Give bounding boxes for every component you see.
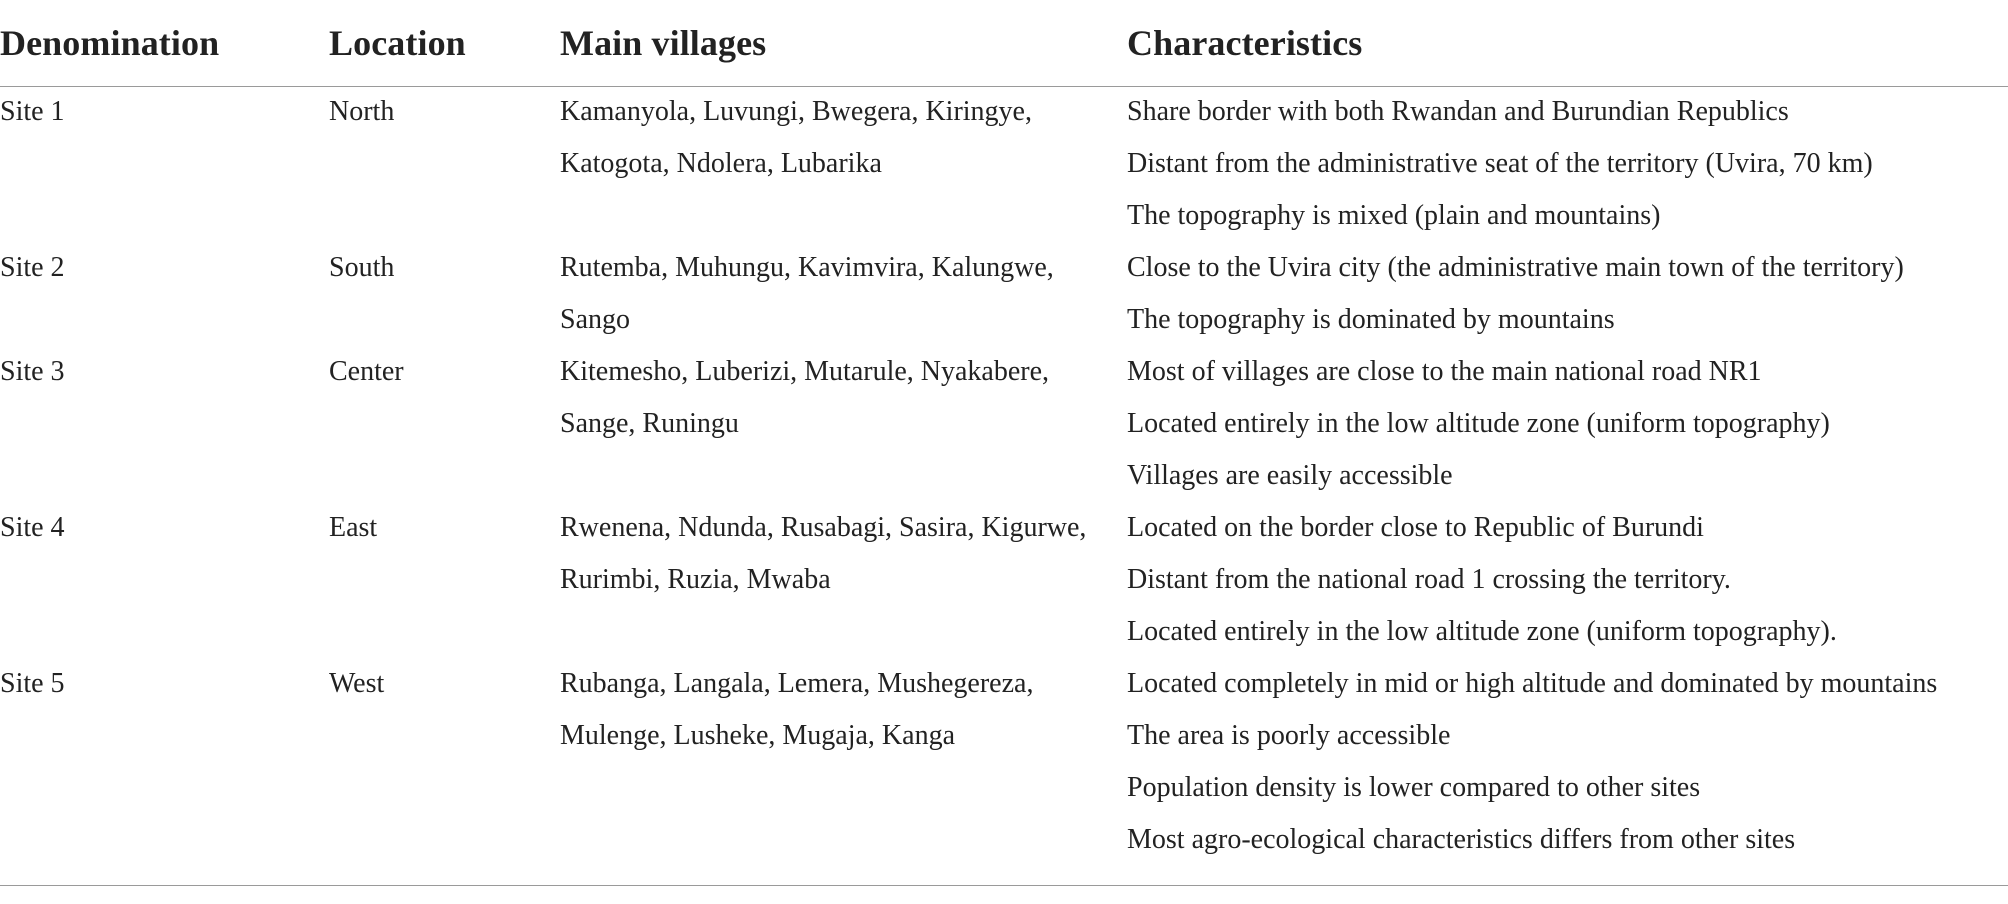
villages-line: Sango bbox=[560, 304, 630, 335]
cell-denomination: Site 3 bbox=[0, 356, 65, 387]
villages-line: Rubanga, Langala, Lemera, Mushegereza, bbox=[560, 668, 1034, 699]
villages-line: Rurimbi, Ruzia, Mwaba bbox=[560, 564, 831, 595]
table-row bbox=[0, 502, 2008, 658]
cell-denomination: Site 1 bbox=[0, 96, 65, 127]
table-header-row bbox=[0, 0, 2008, 87]
characteristic-line: Located entirely in the low altitude zone (uniform topography) bbox=[1127, 408, 1830, 439]
header-denomination: Denomination bbox=[0, 23, 220, 63]
characteristic-line: Distant from the national road 1 crossing the territory. bbox=[1127, 564, 1731, 595]
table-row bbox=[0, 86, 2008, 242]
cell-location: East bbox=[329, 512, 378, 543]
cell-main-villages bbox=[560, 502, 1086, 606]
cell-characteristics bbox=[1127, 658, 1937, 866]
characteristic-line: Villages are easily accessible bbox=[1127, 460, 1453, 491]
cell-denomination: Site 2 bbox=[0, 252, 65, 283]
villages-line: Rwenena, Ndunda, Rusabagi, Sasira, Kigurwe, bbox=[560, 512, 1087, 543]
characteristic-line: Located entirely in the low altitude zone (uniform topography). bbox=[1127, 616, 1837, 647]
characteristic-line: Most agro-ecological characteristics differs from other sites bbox=[1127, 824, 1796, 855]
header-main-villages: Main villages bbox=[560, 23, 767, 63]
table-row bbox=[0, 242, 2008, 346]
villages-line: Mulenge, Lusheke, Mugaja, Kanga bbox=[560, 720, 955, 751]
cell-location: South bbox=[329, 252, 395, 283]
header-characteristics: Characteristics bbox=[1127, 23, 1363, 63]
cell-characteristics bbox=[1127, 346, 1830, 502]
characteristic-line: Located on the border close to Republic of Burundi bbox=[1127, 512, 1704, 543]
cell-characteristics bbox=[1127, 86, 1873, 242]
characteristic-line: The area is poorly accessible bbox=[1127, 720, 1451, 751]
cell-main-villages bbox=[560, 346, 1049, 450]
characteristic-line: The topography is dominated by mountains bbox=[1127, 304, 1615, 335]
cell-main-villages bbox=[560, 658, 1033, 762]
villages-line: Kitemesho, Luberizi, Mutarule, Nyakabere, bbox=[560, 356, 1050, 387]
table-row bbox=[0, 346, 2008, 502]
villages-line: Kamanyola, Luvungi, Bwegera, Kiringye, bbox=[560, 96, 1032, 127]
characteristic-line: Population density is lower compared to other sites bbox=[1127, 772, 1701, 803]
cell-main-villages bbox=[560, 86, 1032, 190]
cell-location: Center bbox=[329, 356, 404, 387]
characteristic-line: Distant from the administrative seat of the territory (Uvira, 70 km) bbox=[1127, 148, 1873, 179]
cell-characteristics bbox=[1127, 502, 1837, 658]
cell-denomination: Site 4 bbox=[0, 512, 65, 543]
table-row bbox=[0, 658, 2008, 866]
villages-line: Sange, Runingu bbox=[560, 408, 739, 439]
villages-line: Katogota, Ndolera, Lubarika bbox=[560, 148, 882, 179]
characteristic-line: Share border with both Rwandan and Burundian Republics bbox=[1127, 96, 1789, 127]
characteristic-line: Most of villages are close to the main national road NR1 bbox=[1127, 356, 1762, 387]
cell-location: North bbox=[329, 96, 395, 127]
table-bottom-rule bbox=[0, 885, 2008, 886]
characteristic-line: Close to the Uvira city (the administrative main town of the territory) bbox=[1127, 252, 1904, 283]
characteristic-line: The topography is mixed (plain and mountains) bbox=[1127, 200, 1661, 231]
villages-line: Rutemba, Muhungu, Kavimvira, Kalungwe, bbox=[560, 252, 1054, 283]
header-location: Location bbox=[329, 23, 466, 63]
table-body bbox=[0, 86, 2008, 866]
cell-main-villages bbox=[560, 242, 1054, 346]
cell-characteristics bbox=[1127, 242, 1904, 346]
cell-location: West bbox=[329, 668, 385, 699]
cell-denomination: Site 5 bbox=[0, 668, 65, 699]
characteristic-line: Located completely in mid or high altitude and dominated by mountains bbox=[1127, 668, 1938, 699]
